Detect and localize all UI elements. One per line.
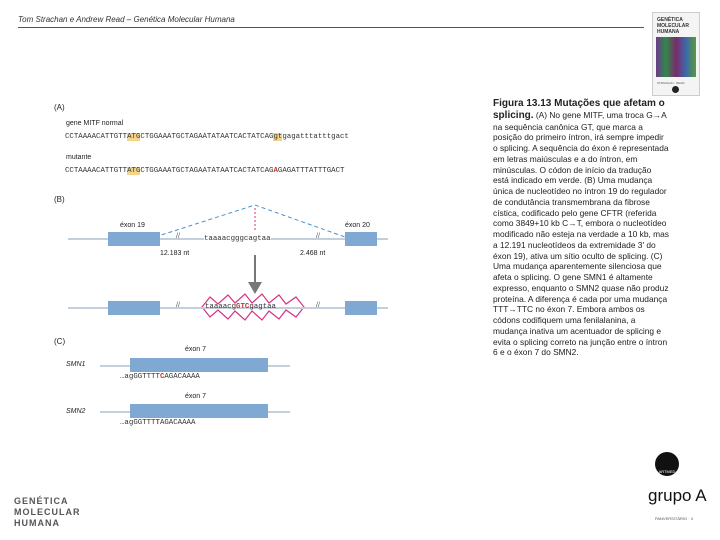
caption-body: (A) No gene MITF, uma troca G→A na sequência canônica GT, que marca a posição do primeiro íntron, irá sempre impedir o splicing. A sequência do éxon é representada em letras maiúsculas e a do íntron, em minúsculas. O códon de início da tradução está indicado em verde. (B) Uma mudança única de nucleotídeo no íntron 19 do regulador de condutância transmembrana da fibrose cística, codificado pelo gene CFTR (referida como 3849+10 kb C→T, embora o nucleotídeo modificado não esteja na verdade a 10 kb, mas a 12.191 nucleotídeos da extremidade 3' do éxon 19), ativa um sítio oculto de splicing. (C) Uma mudança aparentemente silenciosa que afeta o splicing. O gene SMN1 é altamente expresso, enquanto o SMN2 quase não produz proteína. A diferença é cada por uma mudança TTT→TTC no éxon 7. Embora ambos os códons codifiquem uma fenilalanina, a mudança inativa um acentuador de splicing e evita o splicing correto na junção entre o íntron 6 e o éxon 7 do SMN2. — [493, 109, 669, 358]
mutation-gtc: GTC — [236, 303, 250, 311]
publisher-tagline: PANVERSITÁRIO · 4 — [655, 516, 693, 521]
intron-break-right-mutant: // — [316, 302, 320, 309]
length-left: 12.183 nt — [160, 250, 190, 257]
splice-dash-left — [155, 205, 255, 237]
normal-sequence: CCTAAAACATTGTTATGCTGGAAATGCTAGAATATAATCACTATCAGgtgagatttatttgact — [65, 133, 349, 141]
header-rule — [18, 27, 644, 28]
publisher-logo: grupo A — [648, 486, 707, 505]
start-codon: ATG — [127, 133, 141, 141]
smn2-mutation-t: T — [155, 419, 160, 427]
exon-20-box-mutant — [345, 301, 377, 315]
length-right: 2.468 nt — [300, 250, 326, 257]
mutant-sequence: CCTAAAACATTGTTATGCTGGAAATGCTAGAATATAATCACTATCAGAGAGATTTATTTGACT — [65, 167, 345, 175]
cftr-mutant-sequence: taaaacgGTCgagtaa — [205, 303, 276, 311]
panel-a-label: (A) — [54, 103, 65, 112]
intron-break-right: // — [316, 233, 320, 240]
exon-19-label: éxon 19 — [120, 222, 145, 229]
exon-7-label-smn2: éxon 7 — [185, 393, 207, 400]
smn1-label: SMN1 — [66, 361, 86, 368]
cover-title: GENÉTICA MOLECULAR HUMANA — [657, 17, 689, 35]
splice-site-gt: gt — [273, 133, 283, 141]
start-codon-mutant: ATG — [127, 167, 141, 175]
book-cover — [652, 12, 700, 96]
mutation-a: A — [273, 167, 278, 175]
smn2-exon-7-box — [130, 404, 268, 418]
panel-c-label: (C) — [54, 337, 66, 346]
smn1-mutation-c: C — [159, 373, 165, 381]
intron-break-left-mutant: // — [176, 302, 180, 309]
artmed-logo: ARTMED — [655, 452, 679, 476]
exon-19-box-mutant — [108, 301, 160, 315]
cover-publisher-logo — [672, 86, 679, 93]
panel-b-label: (B) — [54, 195, 65, 204]
smn1-exon-7-box — [130, 358, 268, 372]
figure-caption — [493, 98, 669, 358]
cover-art — [656, 37, 696, 77]
arrow-down-icon — [248, 282, 262, 294]
exon-19-box — [108, 232, 160, 246]
cftr-intron-sequence: taaaacgggcagtaa — [204, 235, 271, 243]
exon-7-label-smn1: éxon 7 — [185, 346, 207, 353]
cover-authors: STRACHAN · READ — [657, 81, 685, 85]
smn2-sequence: …agGGTTTTAGACAAAA — [120, 419, 196, 427]
splice-dash-right — [255, 205, 345, 237]
book-logo: GENÉTICA MOLECULAR HUMANA — [14, 496, 81, 528]
exon-20-label: éxon 20 — [345, 222, 370, 229]
caption-title: Figura 13.13 Mutações que afetam o splicing. — [493, 98, 665, 121]
page-header: Tom Strachan e Andrew Read – Genética Molecular Humana — [18, 15, 235, 24]
smn2-label: SMN2 — [66, 408, 86, 415]
mutant-label: mutante — [66, 154, 92, 161]
smn1-sequence: …agGGTTTTCAGACAAAA — [120, 373, 200, 381]
intron-break-left: // — [176, 233, 180, 240]
normal-gene-label: gene MITF normal — [66, 120, 124, 127]
exon-20-box — [345, 232, 377, 246]
